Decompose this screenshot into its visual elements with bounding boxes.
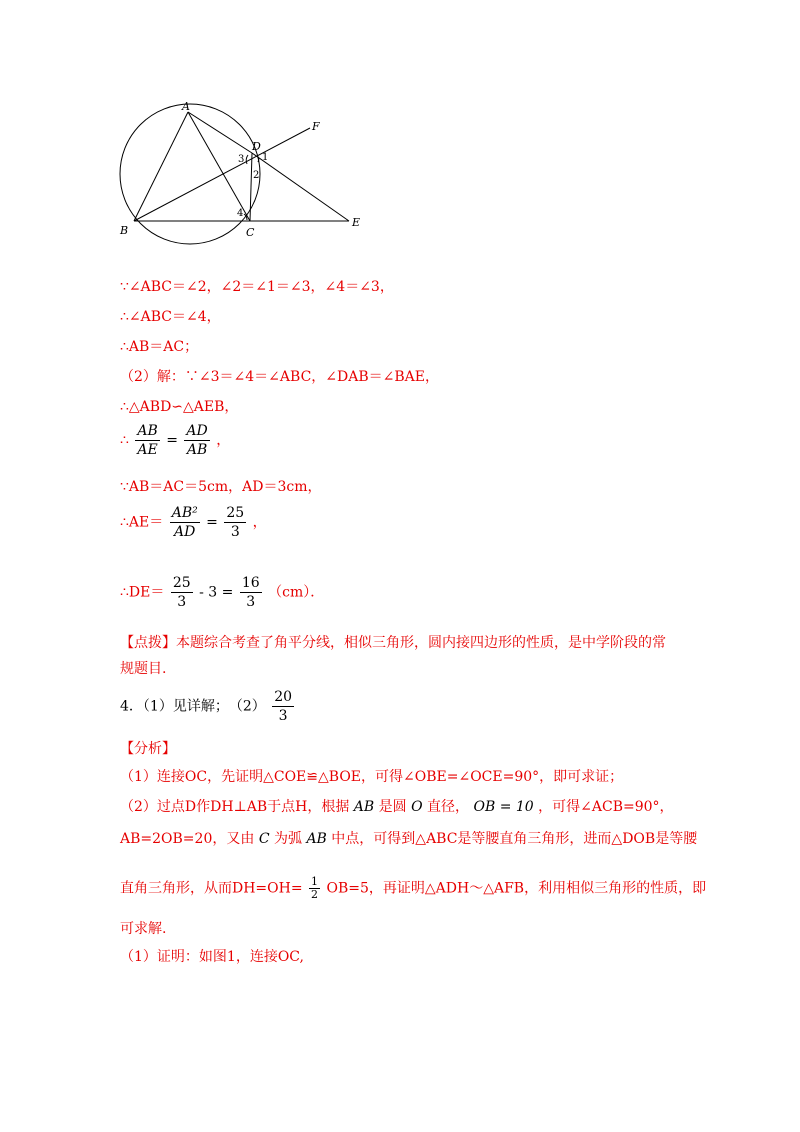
fraction-den: AB bbox=[186, 442, 208, 458]
text-part: 直径， bbox=[427, 799, 470, 815]
fraction-den: 3 bbox=[246, 594, 256, 610]
fraction-num: 25 bbox=[172, 575, 191, 591]
label-4: 4 bbox=[237, 208, 244, 219]
comma: ， bbox=[216, 432, 231, 449]
text-part: 是圆 bbox=[378, 799, 407, 815]
solution-line-9 bbox=[120, 574, 324, 611]
fraction-num: AD bbox=[186, 423, 208, 439]
fraction-16-3 bbox=[240, 574, 262, 611]
tip-text: 本题综合考查了角平分线，相似三角形，圆内接四边形的性质，是中学阶段的常 bbox=[176, 635, 666, 651]
tip-line-2: 规题目. bbox=[120, 661, 167, 677]
fraction-num: AB² bbox=[171, 505, 198, 521]
fraction-num: AB bbox=[137, 423, 158, 439]
solution-line-5: ∴△ABD∽△AEB， bbox=[120, 399, 239, 415]
text-part: AB=2OB=20，又由 bbox=[120, 831, 255, 847]
solution-line-8 bbox=[120, 504, 267, 541]
solution-line-7: ∵AB＝AC＝5cm，AD＝3cm， bbox=[120, 479, 322, 495]
fraction-den: 2 bbox=[311, 888, 319, 901]
math-ab: AB bbox=[353, 799, 375, 815]
fraction-den: 3 bbox=[177, 594, 187, 610]
analysis-line-2 bbox=[120, 796, 674, 816]
label-E: E bbox=[352, 216, 361, 229]
fraction-num: 1 bbox=[311, 875, 319, 888]
label-3: 3 bbox=[238, 154, 245, 165]
fraction-ab2-ad bbox=[170, 504, 200, 541]
solution-line-2: ∴∠ABC＝∠4， bbox=[120, 309, 221, 325]
math-ab: AB bbox=[306, 831, 327, 847]
analysis-line-6: （1）证明：如图1，连接OC, bbox=[120, 949, 304, 965]
label-1: 1 bbox=[262, 152, 269, 163]
comma: ， bbox=[252, 514, 267, 531]
circle bbox=[120, 104, 260, 244]
text-part: OB=5，再证明△ADH～△AFB，利用相似三角形的性质，即 bbox=[326, 880, 707, 897]
fraction-den: AD bbox=[174, 524, 196, 540]
fraction-ab-ae bbox=[135, 422, 159, 459]
label-F: F bbox=[312, 120, 320, 133]
fraction-ad-ab bbox=[184, 422, 209, 459]
label-B: B bbox=[120, 224, 129, 237]
fraction-den: 3 bbox=[278, 708, 288, 724]
fraction-den: AE bbox=[137, 442, 158, 458]
angle-3-arc bbox=[246, 155, 248, 164]
analysis-line-5: 可求解. bbox=[120, 921, 167, 937]
solution-line-3: ∴AB＝AC； bbox=[120, 339, 199, 355]
text-part: 中点，可得到△ABC是等腰直角三角形，进而△DOB是等腰 bbox=[331, 831, 698, 847]
math-ob-10: OB = 10 bbox=[473, 799, 534, 815]
segment-DE bbox=[252, 153, 349, 221]
fraction-num: 25 bbox=[226, 505, 245, 521]
minus-three: - 3 = bbox=[199, 584, 234, 601]
question-4 bbox=[120, 688, 296, 725]
math-c: C bbox=[258, 831, 270, 847]
text-part: 直角三角形，从而DH=OH= bbox=[120, 880, 303, 897]
fraction-den: 3 bbox=[230, 524, 240, 540]
segment-AD bbox=[188, 112, 252, 153]
math-o: O bbox=[411, 799, 423, 815]
fraction-num: 20 bbox=[274, 689, 293, 705]
label-C: C bbox=[246, 226, 255, 239]
tip-line-1 bbox=[120, 632, 666, 652]
therefore: ∴ bbox=[120, 432, 129, 449]
answer-fraction-20-3 bbox=[272, 688, 294, 725]
de-equals: ∴DE＝ bbox=[120, 584, 165, 601]
label-2: 2 bbox=[253, 170, 260, 181]
analysis-label: 【分析】 bbox=[120, 741, 176, 757]
question-4-head: 4．（1）见详解； （2） bbox=[120, 698, 266, 715]
fraction-half bbox=[309, 876, 320, 901]
segment-AC bbox=[188, 112, 250, 221]
fraction-25-3 bbox=[224, 504, 246, 541]
unit-cm: （cm）． bbox=[268, 584, 325, 601]
geometry-figure bbox=[112, 98, 372, 248]
ray-BF bbox=[134, 128, 310, 221]
solution-line-6 bbox=[120, 422, 230, 459]
analysis-line-4 bbox=[120, 876, 706, 901]
solution-line-4: （2）解：∵∠3＝∠4＝∠ABC，∠DAB＝∠BAE， bbox=[120, 369, 439, 385]
analysis-line-1: （1）连接OC，先证明△COE≌△BOE，可得∠OBE=∠OCE=90°，即可求证； bbox=[120, 769, 624, 785]
analysis-line-3 bbox=[120, 828, 697, 848]
text-part: ，可得∠ACB=90°， bbox=[538, 799, 674, 815]
text-part: （2）过点D作DH⊥AB于点H，根据 bbox=[120, 799, 350, 815]
ae-equals: ∴AE＝ bbox=[120, 514, 164, 531]
segment-DC bbox=[250, 153, 252, 221]
label-D: D bbox=[252, 140, 261, 153]
equals: = bbox=[206, 514, 218, 531]
fraction-num: 16 bbox=[241, 575, 260, 591]
segment-AB bbox=[134, 112, 188, 221]
text-part: 为弧 bbox=[273, 831, 302, 847]
equals: = bbox=[166, 432, 178, 449]
solution-line-1: ∵∠ABC＝∠2，∠2＝∠1＝∠3，∠4＝∠3， bbox=[120, 279, 394, 295]
fraction-25-3 bbox=[171, 574, 193, 611]
label-A: A bbox=[182, 100, 190, 113]
tip-label: 【点拨】 bbox=[120, 635, 176, 651]
